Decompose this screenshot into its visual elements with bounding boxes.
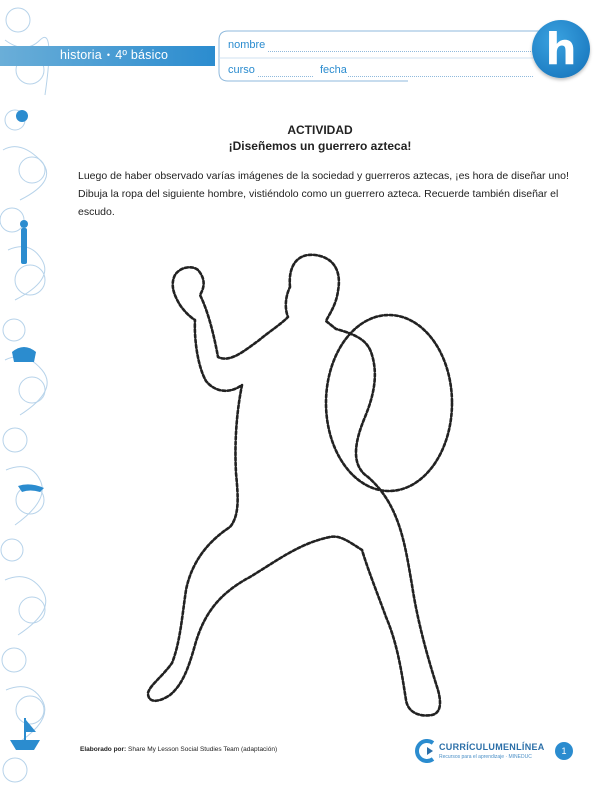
activity-title: ¡Diseñemos un guerrero azteca! bbox=[228, 139, 412, 153]
credit-text: Share My Lesson Social Studies Team (adaptación) bbox=[128, 746, 278, 753]
decorative-side-strip bbox=[0, 0, 50, 800]
dashed-person-outline-icon bbox=[140, 245, 480, 725]
date-label: fecha bbox=[320, 64, 347, 76]
credit-label: Elaborado por: bbox=[80, 746, 127, 753]
brand-name: CURRÍCULUMENLÍNEA bbox=[439, 742, 545, 752]
date-field[interactable] bbox=[348, 76, 533, 77]
subject-grade-label bbox=[60, 48, 168, 62]
page-number-badge: 1 bbox=[555, 742, 573, 760]
swirl-pattern-icon bbox=[0, 0, 50, 800]
instructions-text: Luego de haber observado varías imágenes de la sociedad y guerreros aztecas, ¡es hora de diseñar uno! Dibuja la ropa del siguiente hombre, vistiéndolo como un guerrero azteca. Recuerde también diseñar el escudo. bbox=[78, 170, 569, 218]
warrior-outline-figure[interactable] bbox=[140, 245, 480, 730]
separator-dot: • bbox=[106, 50, 111, 60]
subject-header-bar bbox=[0, 46, 215, 66]
logo-letter: h bbox=[545, 24, 577, 75]
course-field[interactable] bbox=[258, 76, 313, 77]
form-frame bbox=[218, 30, 548, 82]
credit-line bbox=[80, 746, 277, 753]
name-field[interactable] bbox=[268, 51, 533, 52]
subject-label: historia bbox=[60, 48, 102, 62]
name-label: nombre bbox=[228, 39, 266, 51]
grade-label: 4º básico bbox=[115, 48, 169, 62]
student-info-form bbox=[218, 30, 548, 82]
curriculum-logo bbox=[415, 739, 545, 765]
course-label: curso bbox=[228, 64, 255, 76]
logo-h-icon bbox=[532, 20, 590, 78]
activity-label: ACTIVIDAD bbox=[287, 123, 353, 137]
brand-tagline: Recursos para el aprendizaje · MINEDUC bbox=[439, 754, 532, 760]
curriculum-logo-icon bbox=[415, 739, 437, 763]
